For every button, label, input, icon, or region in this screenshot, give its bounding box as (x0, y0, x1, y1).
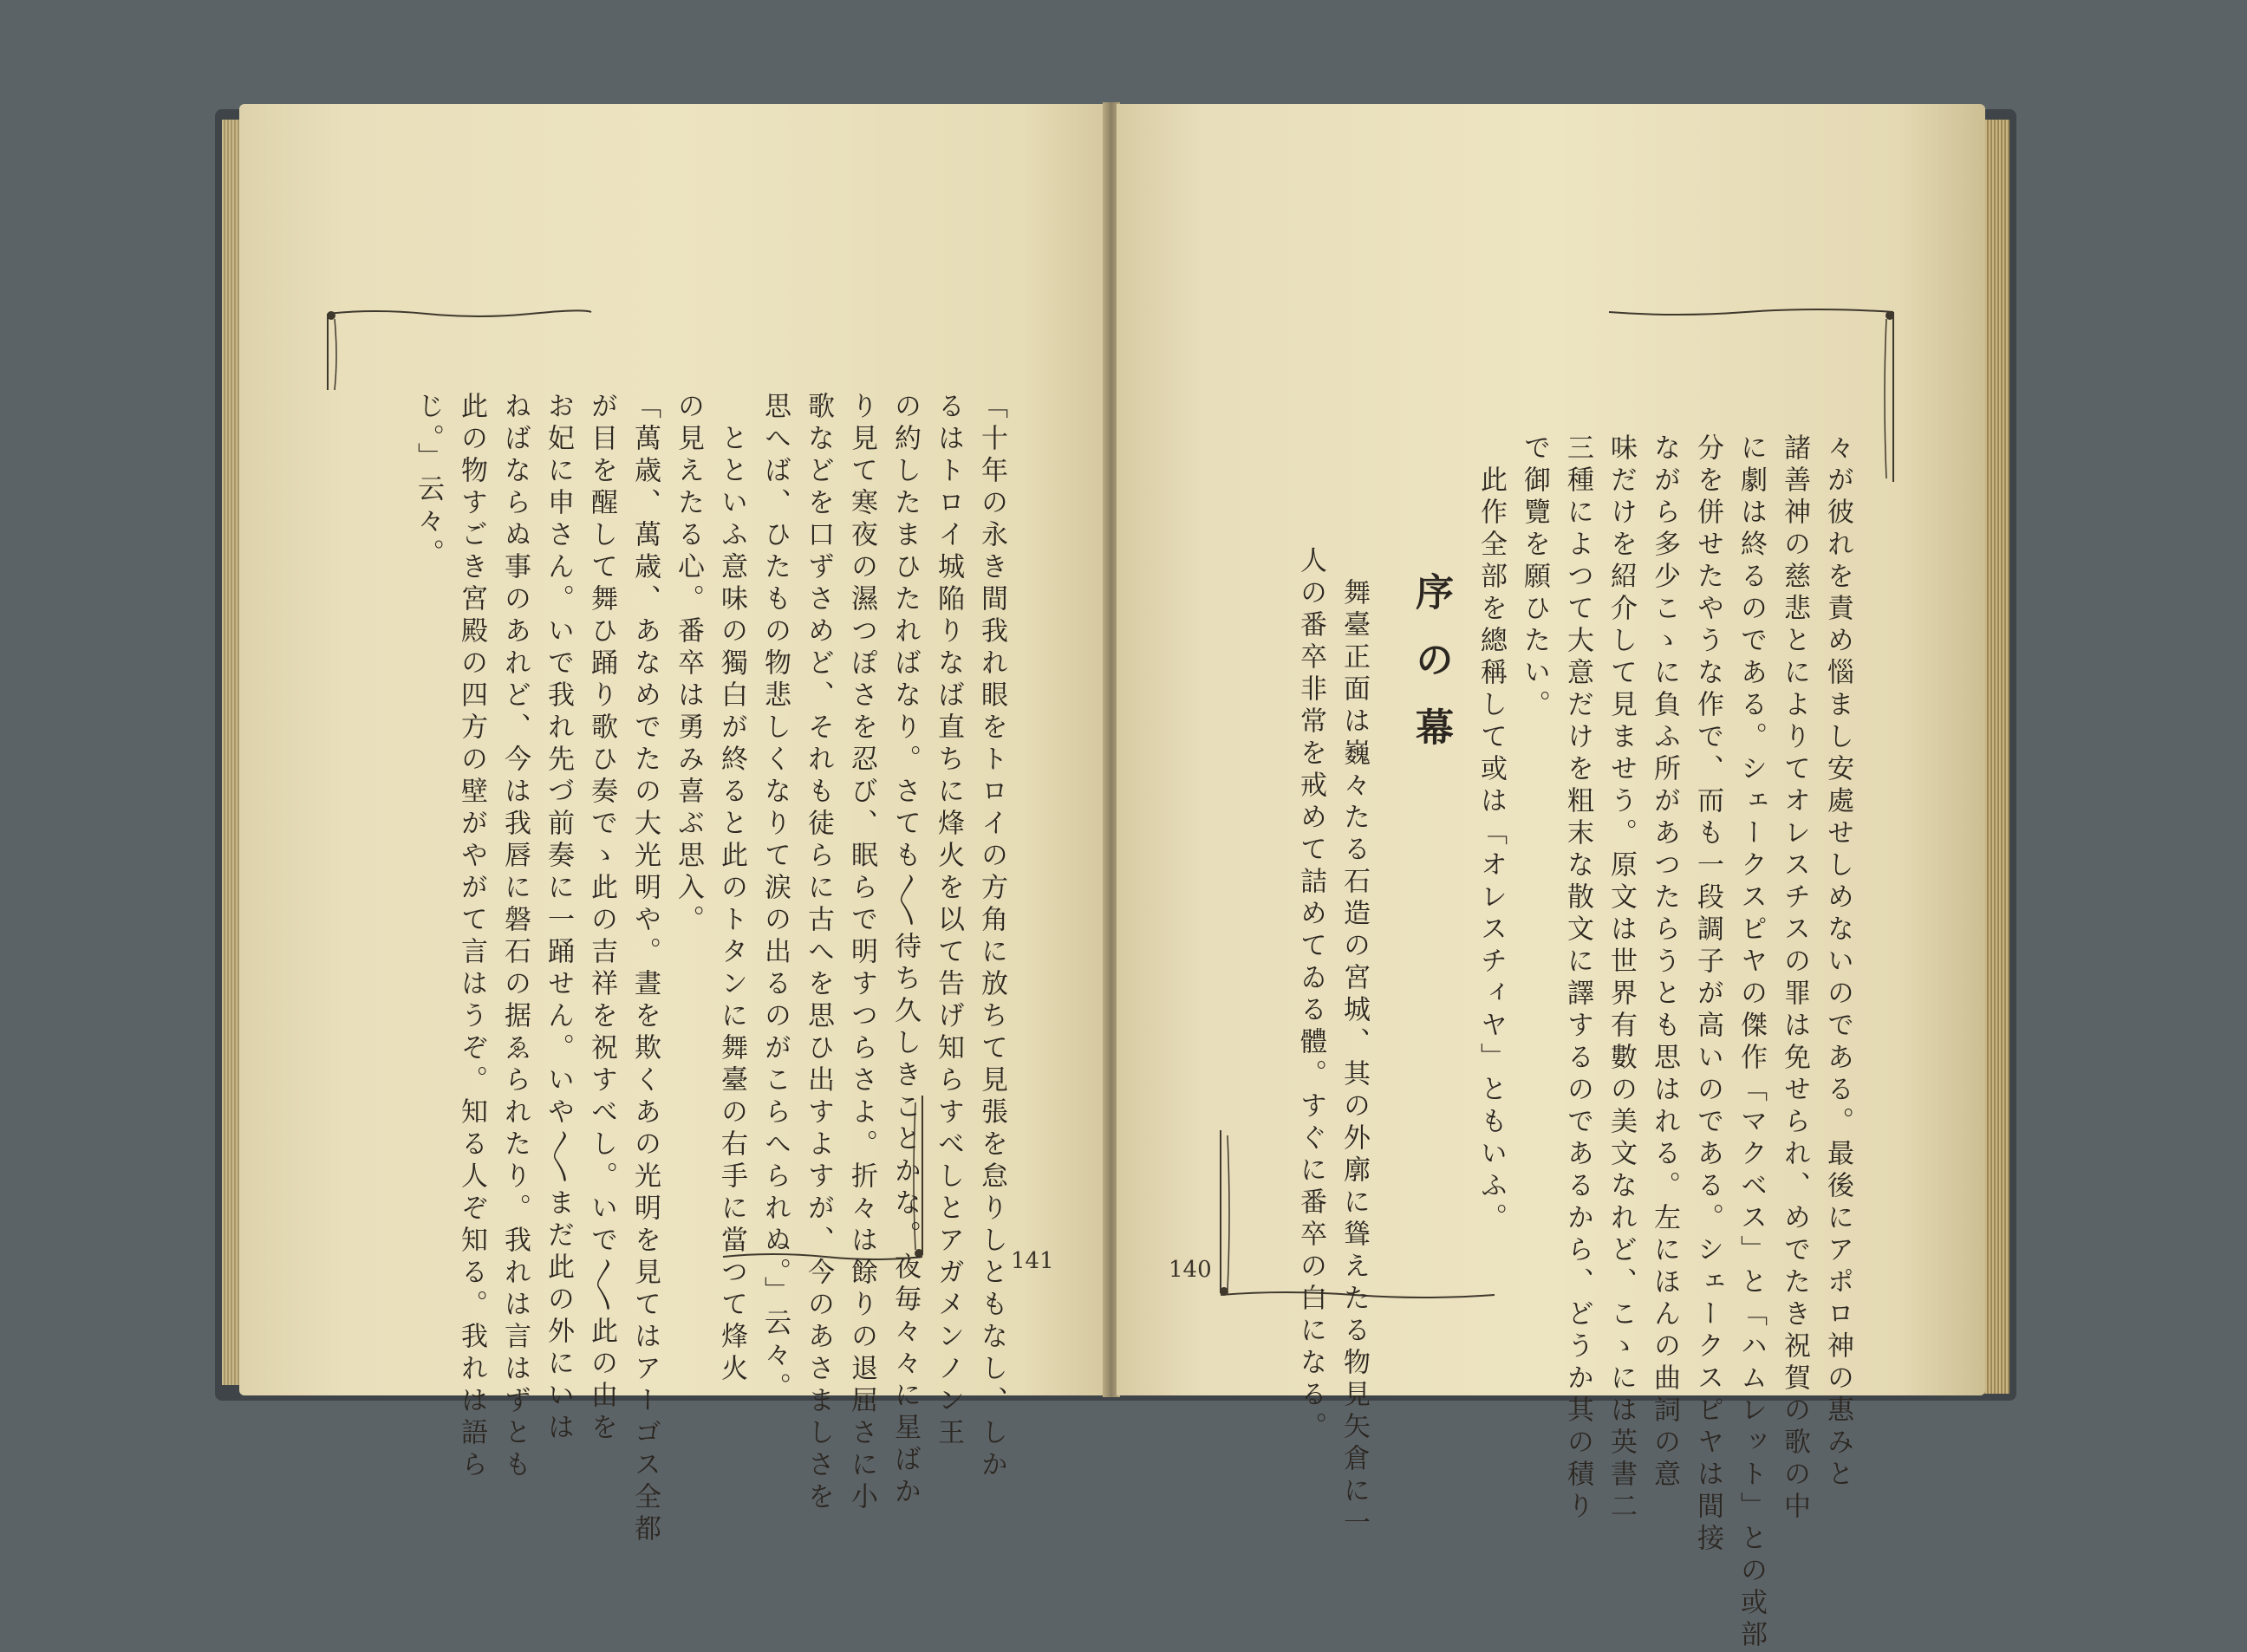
text-column: 「萬歳、萬歳、あなめでたの大光明や。晝を欺くあの光明を見てはアーゴス全都 (629, 392, 661, 1546)
text-column: るはトロイ城陥りなば直ちに烽火を以て告げ知らすべしとアガメンノン王 (933, 392, 964, 1450)
text-column: り見て寒夜の濕つぽさを忍び、眠らで明すつらさよ。折々は餘りの退屈さに小 (846, 392, 877, 1514)
text-column: が目を醒して舞ひ踊り歌ひ奏でゝ此の吉祥を祝すべし。いで〳〵此の由を (586, 392, 617, 1445)
text-column: 舞臺正面は巍々たる石造の宮城、其の外廓に聳えたる物見矢倉に一 (1338, 546, 1370, 1540)
text-column: 此作全部を總稱して或は「オレスチィヤ」ともいふ。 (1475, 433, 1507, 1235)
text-column: の見えたる心。番卒は勇み喜ぶ思入。 (673, 392, 704, 937)
text-column: の約したまひたればなり。さても〳〵待ち久しきことかな。夜毎々々に星ばか (889, 392, 921, 1509)
right-page (1117, 104, 1985, 1652)
text-column: 分を併せたやうな作で、而も一段調子が高いのである。シェークスピヤは間接 (1692, 433, 1723, 1556)
text-column: 三種によつて大意だけを粗末な散文に譯するのであるから、どうか其の積り (1562, 433, 1593, 1524)
text-column: じ。」云々。 (413, 392, 444, 571)
text-column: 味だけを紹介して見ませう。原文は世界有數の美文なれど、こゝには英書二 (1605, 433, 1637, 1524)
text-column: 此の物すごき宮殿の四方の壁がやがて言はうぞ。知る人ぞ知る。我れは語ら (456, 392, 487, 1482)
text-column: 歌などを口ずさめど、それも徒らに古へを思ひ出すよすが、今のあさましさを (803, 392, 834, 1514)
left-page (239, 104, 1108, 1546)
text-column: 々が彼れを責め惱まし安處せしめないのである。最後にアポロ神の惠みと (1822, 433, 1853, 1492)
text-column: お妃に申さん。いで我れ先づ前奏に一踊せん。いや〳〵まだ此の外にいは (543, 392, 574, 1445)
text-column: ながら多少こゝに負ふ所があつたらうとも思はれる。左にほんの曲詞の意 (1649, 433, 1680, 1492)
left-top-ornament (322, 303, 600, 399)
page-number: 141 (1011, 1248, 1054, 1274)
text-column: 人の番卒非常を戒めて詰めてゐる體。すぐに番卒の白になる。 (1295, 546, 1326, 1444)
text-column: に劇は終るのである。シェークスピヤの傑作「マクベス」と「ハムレット」との或部 (1736, 433, 1767, 1652)
text-column: 思へば、ひたもの物悲しくなりて涙の出るのがこらへられぬ。」云々。 (759, 392, 791, 1405)
text-column: 諸善神の慈悲とによりてオレスチスの罪は免せられ、めでたき祝賀の歌の中 (1779, 433, 1810, 1524)
text-column: 「十年の永き間我れ眼をトロイの方角に放ちて見張を怠りしともなし、しか (976, 392, 1007, 1482)
text-column: で御覽を願ひたい。 (1519, 433, 1550, 722)
section-heading: 序の幕 (1409, 572, 1453, 775)
text-column: ねばならぬ事のあれど、今は我唇に磐石の据ゑられたり。我れは言はずとも (499, 392, 531, 1482)
text-column: とといふ意味の獨白が終ると此のトタンに舞臺の右手に當つて烽火 (716, 392, 747, 1386)
page-number: 140 (1169, 1257, 1212, 1283)
